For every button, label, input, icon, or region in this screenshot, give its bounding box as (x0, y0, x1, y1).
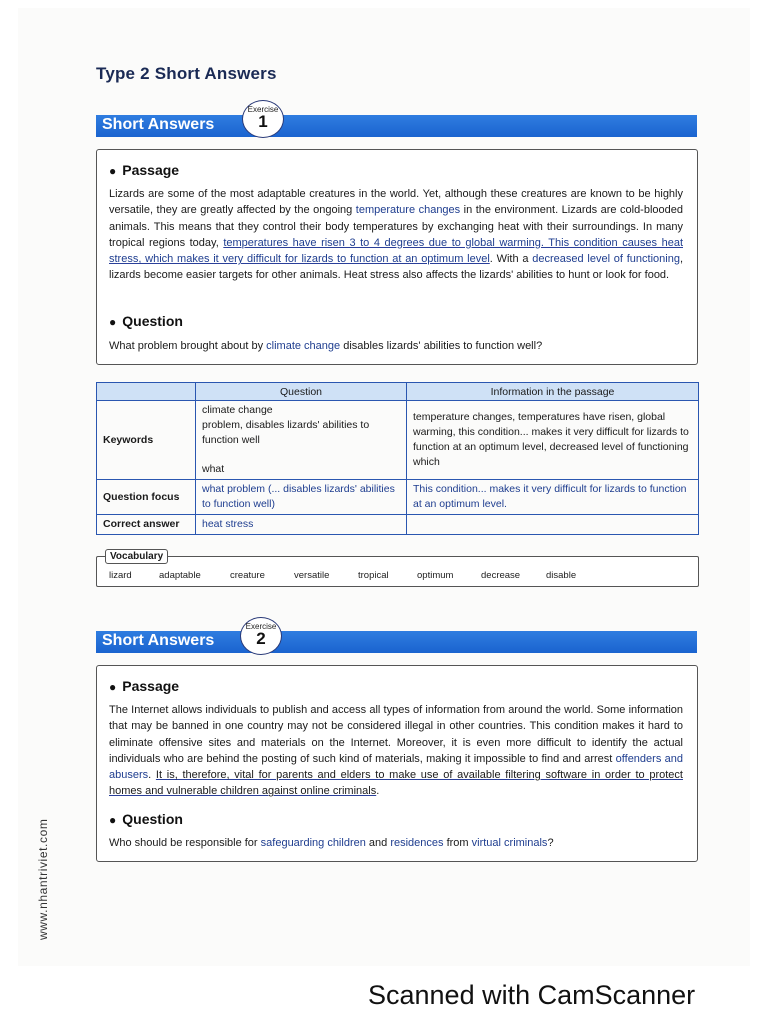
vocab-word: disable (546, 570, 577, 581)
vocab-word: optimum (417, 570, 454, 581)
question-heading: ● Question (109, 811, 183, 827)
passage-text: Lizards are some of the most adaptable creatures in the world. Yet, although these creatures are known to be highly versatile, they are greatly affected by the ongoing temperature changes in the environment. Lizards are cold-blooded animals. This means that they control their body temperatures by exchanging heat with their surroundings. In many tropical regions today, temperatures have risen 3 to 4 degrees due to global warming. This condition causes heat stress, which makes it very difficult for lizards to function at an optimum level. With a decreased level of functioning, lizards become easier targets for other animals. Heat stress also affects the lizards' abilities to hunt or look for food. (109, 188, 684, 282)
exercise-2-box (96, 665, 698, 862)
vocabulary-box (96, 551, 699, 587)
table-header-info: Information in the passage (407, 383, 699, 401)
vocab-word: lizard (109, 570, 132, 581)
exercise-1-band (96, 112, 697, 137)
table-corner (97, 383, 196, 401)
question-text: Who should be responsible for safeguarding children and residences from virtual criminals? (109, 837, 554, 849)
exercise-1-band-label: Short Answers (102, 116, 215, 133)
exercise-badge-word: Exercise (247, 105, 279, 114)
exercise-1-box (96, 149, 698, 365)
vocab-word: tropical (358, 570, 389, 581)
camscanner-watermark: Scanned with CamScanner (368, 980, 696, 1010)
exercise-badge-word: Exercise (245, 622, 277, 631)
vocab-word: creature (230, 570, 265, 581)
exercise-2-band-label: Short Answers (102, 632, 215, 649)
exercise-badge-number: 2 (256, 629, 266, 648)
analysis-table (96, 382, 699, 535)
exercise-badge-number: 1 (258, 112, 268, 131)
question-text: What problem brought about by climate change disables lizards' abilities to function well? (109, 340, 543, 352)
exercise-2-badge (240, 617, 282, 655)
exercise-1-badge (242, 100, 284, 138)
table-row-focus: Question focus what problem (... disables lizards' abilities to function well) This condition... makes it very difficult for lizards to function at an optimum level. (97, 480, 699, 515)
table-row-answer: Correct answer heat stress (97, 515, 699, 535)
vocab-word: adaptable (159, 570, 201, 581)
vocabulary-label: Vocabulary (105, 549, 168, 564)
vocab-word: versatile (294, 570, 330, 581)
page-title: Type 2 Short Answers (96, 64, 277, 83)
table-header-question: Question (196, 383, 407, 401)
side-url: www.nhantriviet.com (36, 818, 50, 940)
vocab-word: decrease (481, 570, 521, 581)
passage-text: The Internet allows individuals to publish and access all types of information from around the world. Some information that may be banned in one country may not be considered illegal in other countries. This condition makes it hard to eliminate offensive sites and materials on the Internet. Moreover, it is even more difficult to identify the actual individuals who are behind the posting of such kind of materials, making it impossible to find and arrest offenders and abusers. It is, therefore, vital for parents and elders to make use of available filtering software in order to protect homes and vulnerable children against online criminals. (109, 704, 683, 798)
exercise-2-band (96, 631, 697, 653)
passage-heading: ● Passage (109, 162, 180, 178)
passage-heading: ● Passage (109, 678, 180, 694)
question-heading: ● Question (109, 313, 183, 329)
table-row-keywords: Keywords climate change problem, disables lizards' abilities to function well what temperature changes, temperatures have risen, global warming, this condition... makes it very difficult for lizards to function at an optimum level, decreased level of functioning which (97, 401, 699, 480)
